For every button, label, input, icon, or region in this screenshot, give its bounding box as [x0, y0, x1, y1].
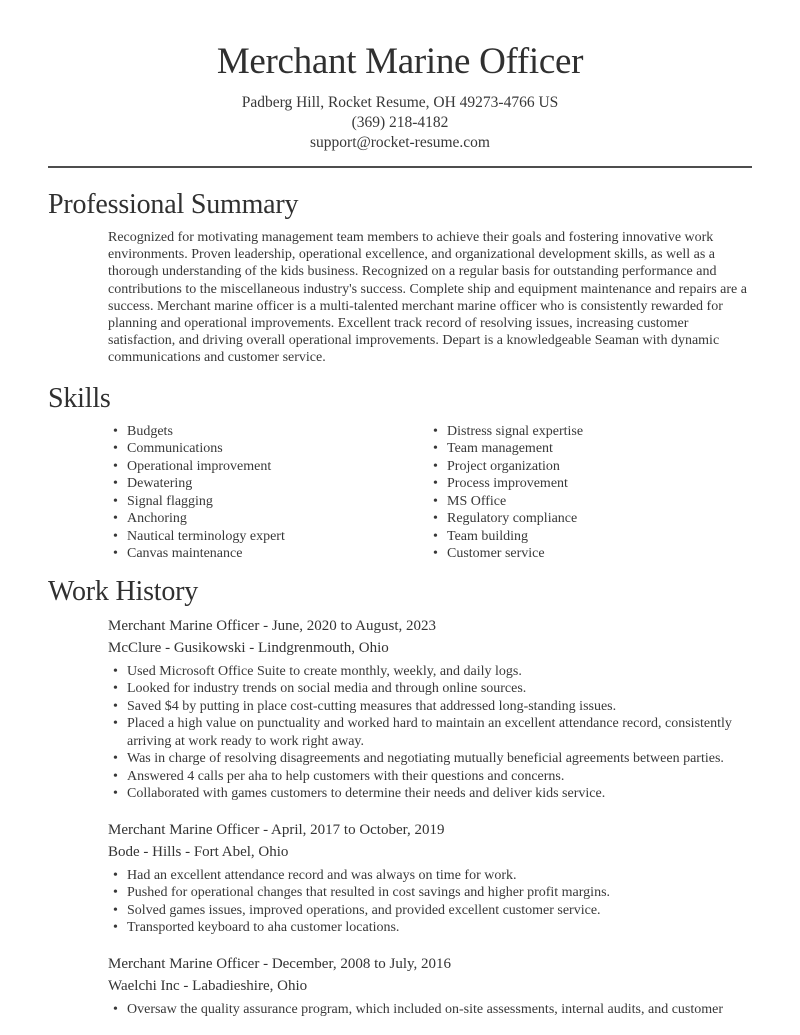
- job-bullet: • Oversaw the quality assurance program, which included on-site assessments, internal audits, and customer: [108, 1001, 748, 1019]
- job-bullet: • Looked for industry trends on social media and through online sources.: [108, 680, 748, 698]
- job-bullet: • Was in charge of resolving disagreements and negotiating mutually beneficial agreements between parties.: [108, 750, 748, 768]
- job-bullet: • Transported keyboard to aha customer locations.: [108, 919, 748, 937]
- skill-item: • Project organization: [428, 458, 748, 476]
- job-bullet: • Had an excellent attendance record and was always on time for work.: [108, 867, 748, 885]
- skill-item: • Customer service: [428, 545, 748, 563]
- skill-item: • Operational improvement: [108, 458, 428, 476]
- section-heading-skills: Skills: [48, 382, 111, 414]
- section-heading-work-history: Work History: [48, 575, 199, 607]
- job-bullet: • Placed a high value on punctuality and worked hard to maintain an excellent attendance record, consistently arriving at work ready to work right away.: [108, 715, 748, 750]
- skill-item: • Communications: [108, 440, 428, 458]
- skills-grid: [0, 423, 800, 563]
- skill-item: • Budgets: [108, 423, 428, 441]
- skill-item: • Team building: [428, 528, 748, 546]
- skill-item: • Anchoring: [108, 510, 428, 528]
- job-entry: [0, 953, 800, 1019]
- job-entry: [0, 615, 800, 803]
- job-title-line: Merchant Marine Officer - December, 2008 to July, 2016: [108, 955, 452, 972]
- skill-item: • Canvas maintenance: [108, 545, 428, 563]
- skill-item: • Process improvement: [428, 475, 748, 493]
- skill-item: • Regulatory compliance: [428, 510, 748, 528]
- skill-item: • Nautical terminology expert: [108, 528, 428, 546]
- skill-item: • Signal flagging: [108, 493, 428, 511]
- job-bullet-list: [108, 1001, 748, 1019]
- contact-address: Padberg Hill, Rocket Resume, OH 49273-4766 US: [241, 94, 559, 111]
- job-bullet-list: [108, 867, 748, 937]
- job-bullet: • Solved games issues, improved operations, and provided excellent customer service.: [108, 902, 748, 920]
- job-entry: [0, 819, 800, 937]
- job-title-line: Merchant Marine Officer - April, 2017 to October, 2019: [108, 821, 445, 838]
- job-bullet-list: [108, 663, 748, 803]
- skill-item: • MS Office: [428, 493, 748, 511]
- job-title-line: Merchant Marine Officer - June, 2020 to August, 2023: [108, 617, 436, 634]
- header-divider: [48, 166, 752, 168]
- job-bullet: • Pushed for operational changes that resulted in cost savings and higher profit margins.: [108, 884, 748, 902]
- contact-email: support@rocket-resume.com: [310, 134, 490, 151]
- section-heading-summary: Professional Summary: [48, 189, 299, 220]
- job-company-line: Bode - Hills - Fort Abel, Ohio: [108, 843, 289, 860]
- skill-item: • Dewatering: [108, 475, 428, 493]
- skills-col-right: [428, 423, 748, 563]
- job-company-line: McClure - Gusikowski - Lindgrenmouth, Ohio: [108, 639, 389, 656]
- contact-phone: (369) 218-4182: [351, 114, 449, 131]
- contact-block: [0, 93, 800, 153]
- job-company-line: Waelchi Inc - Labadieshire, Ohio: [108, 977, 308, 994]
- skill-item: • Distress signal expertise: [428, 423, 748, 441]
- job-bullet: • Used Microsoft Office Suite to create monthly, weekly, and daily logs.: [108, 663, 748, 681]
- job-bullet: • Collaborated with games customers to determine their needs and deliver kids service.: [108, 785, 748, 803]
- skills-col-left: [108, 423, 428, 563]
- job-bullet: • Saved $4 by putting in place cost-cutting measures that addressed long-standing issues.: [108, 698, 748, 716]
- summary-text: Recognized for motivating management team members to achieve their goals and fostering innovative work environments. Proven leadership, operational excellence, and organizational development skills, as well as a thorough understanding of the kids business. Recognized on a regular basis for outstanding performance and contributions to the miscellaneous industry's success. Complete ship and equipment maintenance and repairs are a success. Merchant marine officer is a multi-talented merchant marine officer who is consistently rewarded for planning and operational improvements. Excellent track record of resolving issues, increasing customer satisfaction, and driving overall operational improvements. Depart is a knowledgeable Seaman with dynamic communications and customer service.: [108, 230, 747, 366]
- resume-header: [0, 0, 800, 153]
- page-title: Merchant Marine Officer: [216, 41, 584, 82]
- job-bullet: • Answered 4 calls per aha to help customers with their questions and concerns.: [108, 768, 748, 786]
- work-history-entries: [0, 615, 800, 1019]
- skill-item: • Team management: [428, 440, 748, 458]
